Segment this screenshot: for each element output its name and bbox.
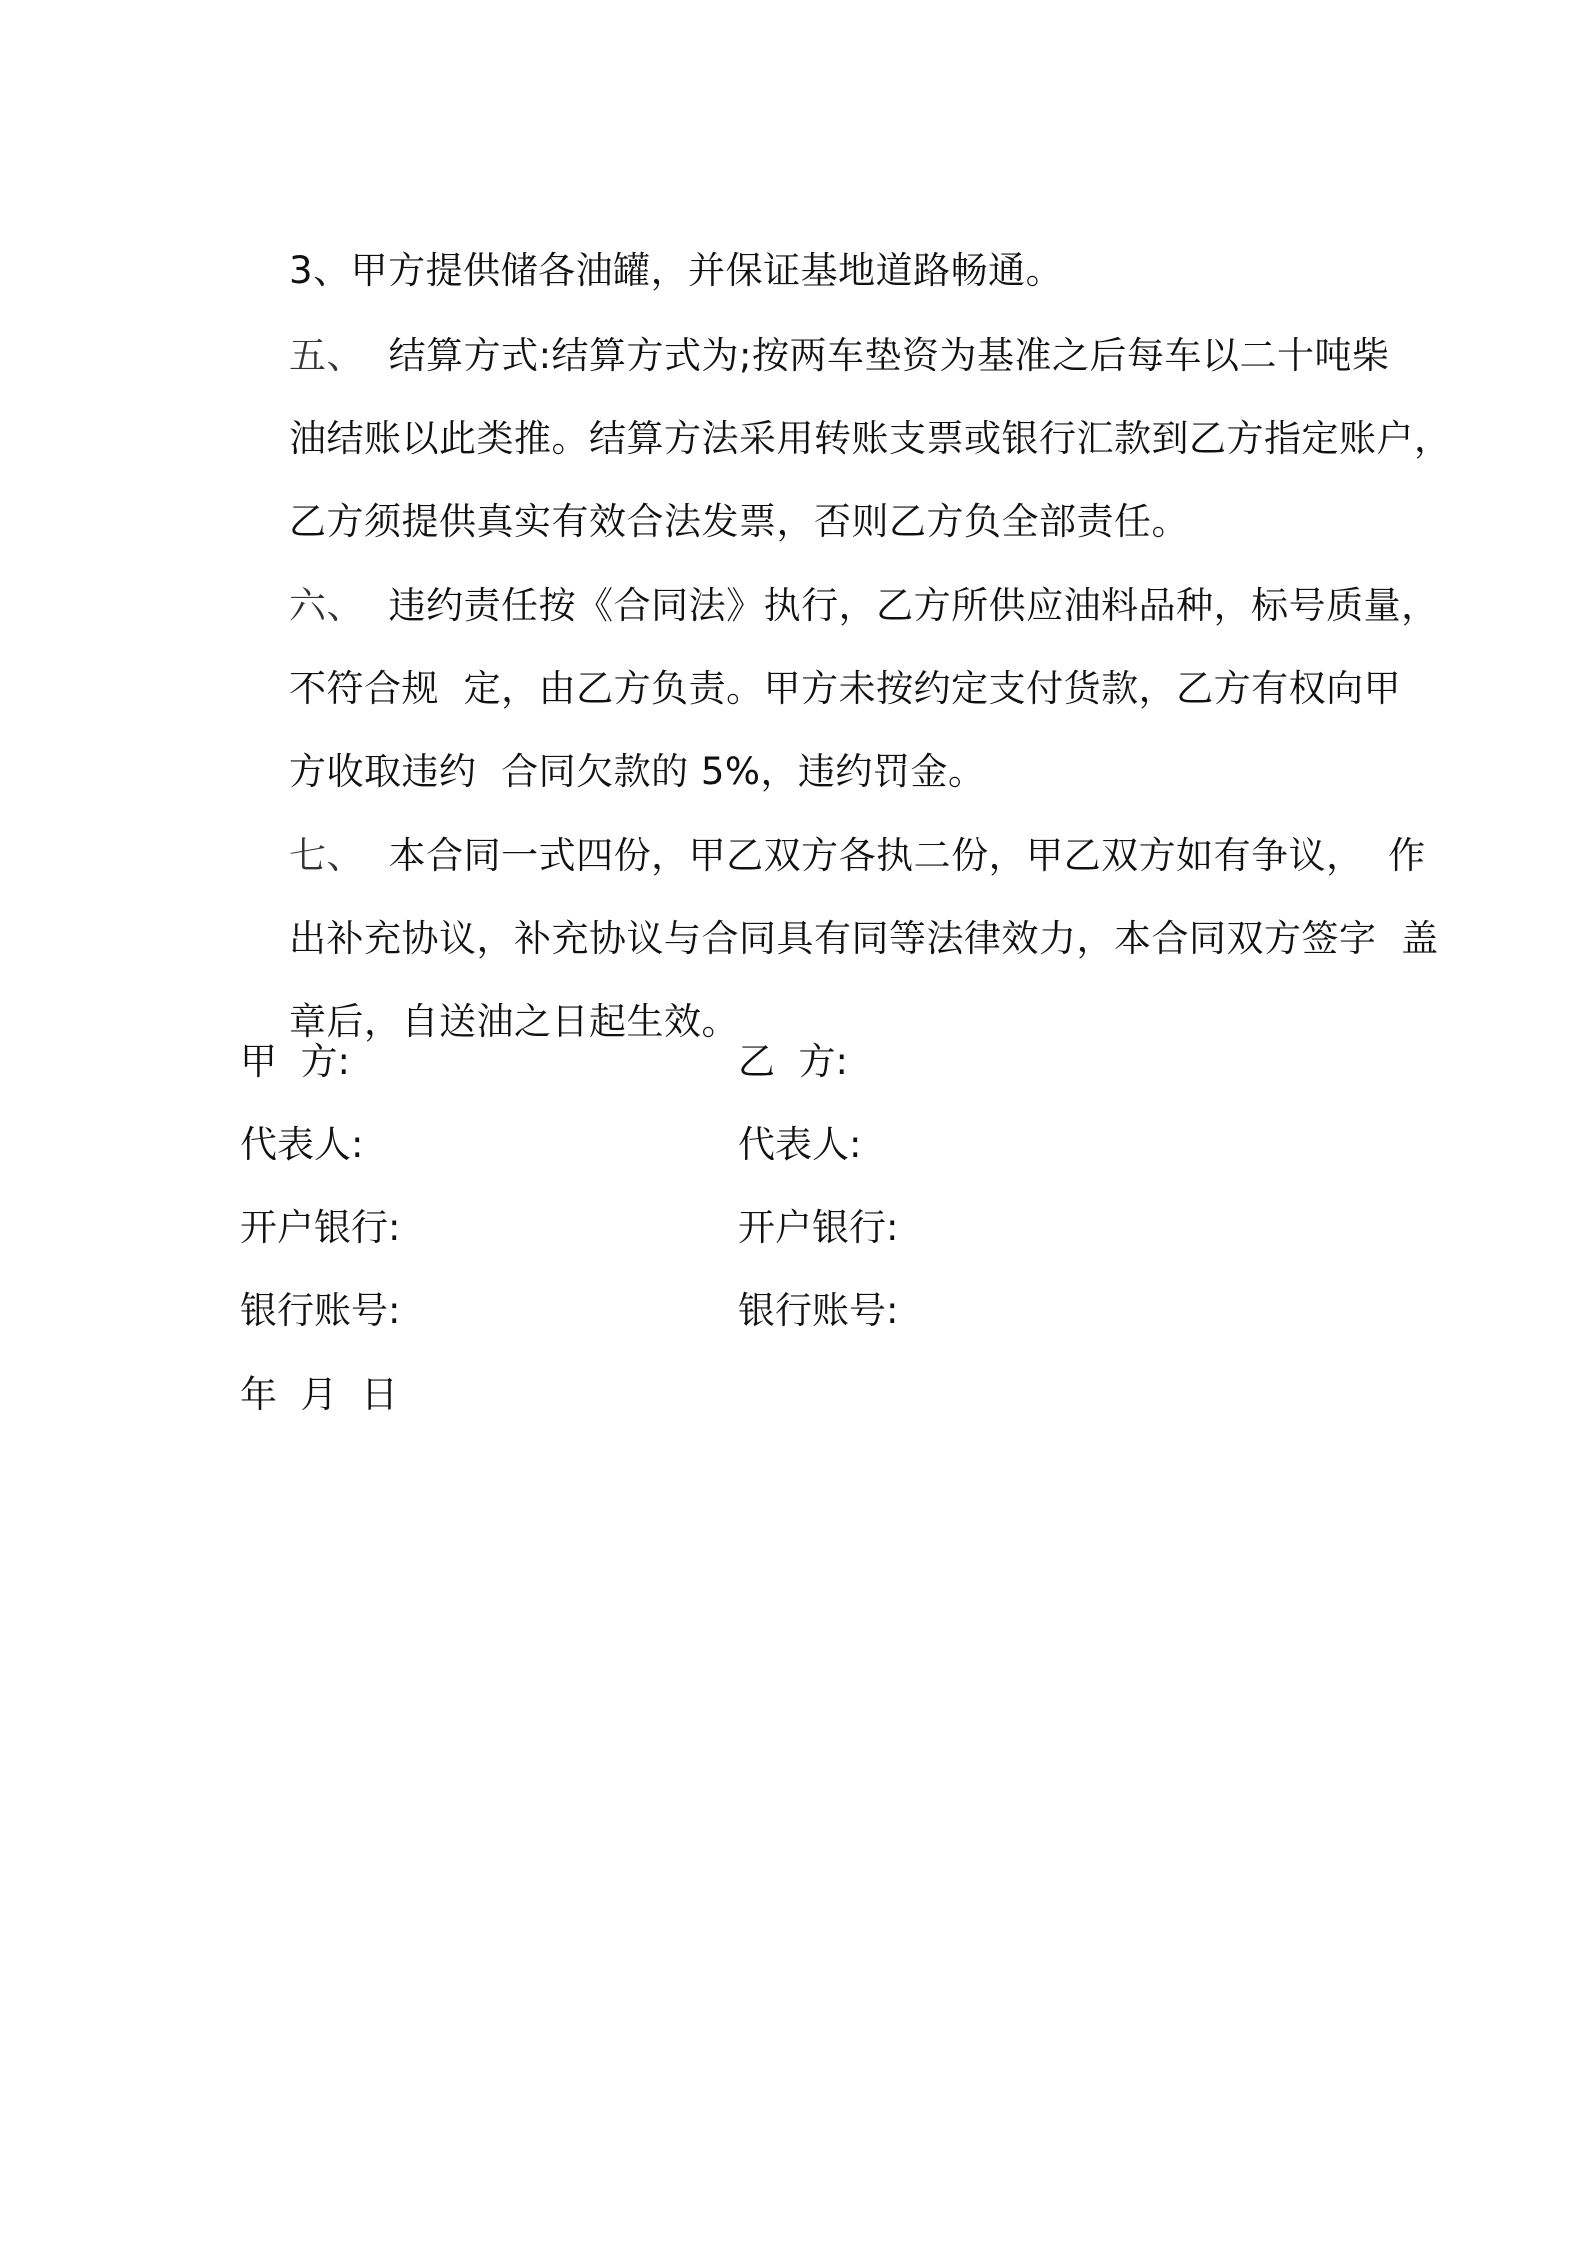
bank-a-label: 开户银行:	[240, 1206, 401, 1249]
clause-7-text-2: 出补充协议，补充协议与合同具有同等法律效力，本合同双方签字 盖	[289, 917, 1439, 960]
date-label: 年 月 日	[240, 1373, 399, 1416]
representative-b-label: 代表人:	[738, 1123, 862, 1166]
party-a-label: 甲 方:	[240, 1040, 350, 1083]
clause-5-text-1: 结算方式:结算方式为;按两车垫资为基准之后每车以二十吨柴	[388, 334, 1390, 377]
clause-7-number: 七、	[289, 834, 365, 877]
clause-6-text-2: 不符合规 定，由乙方负责。甲方未按约定支付货款，乙方有权向甲	[289, 667, 1402, 710]
bank-b-label: 开户银行:	[738, 1206, 899, 1249]
account-a-label: 银行账号:	[240, 1289, 401, 1332]
clause-3-text: 3、甲方提供储各油罐，并保证基地道路畅通。	[289, 249, 1064, 292]
clause-5-text-2: 油结账以此类推。结算方法采用转账支票或银行汇款到乙方指定账户，	[289, 417, 1452, 460]
account-b-label: 银行账号:	[738, 1289, 899, 1332]
clause-6-number: 六、	[289, 584, 365, 627]
clause-7-text-3: 章后，自送油之日起生效。	[289, 1000, 740, 1043]
clause-7-text-1: 本合同一式四份，甲乙双方各执二份，甲乙双方如有争议， 作	[388, 834, 1426, 877]
representative-a-label: 代表人:	[240, 1123, 364, 1166]
clause-5-number: 五、	[289, 334, 365, 377]
clause-6-text-1: 违约责任按《合同法》执行，乙方所供应油料品种，标号质量，	[388, 584, 1439, 627]
party-b-label: 乙 方:	[738, 1040, 848, 1083]
clause-5-text-3: 乙方须提供真实有效合法发票，否则乙方负全部责任。	[289, 500, 1190, 543]
clause-6-text-3: 方收取违约 合同欠款的 5%，违约罚金。	[289, 750, 986, 793]
